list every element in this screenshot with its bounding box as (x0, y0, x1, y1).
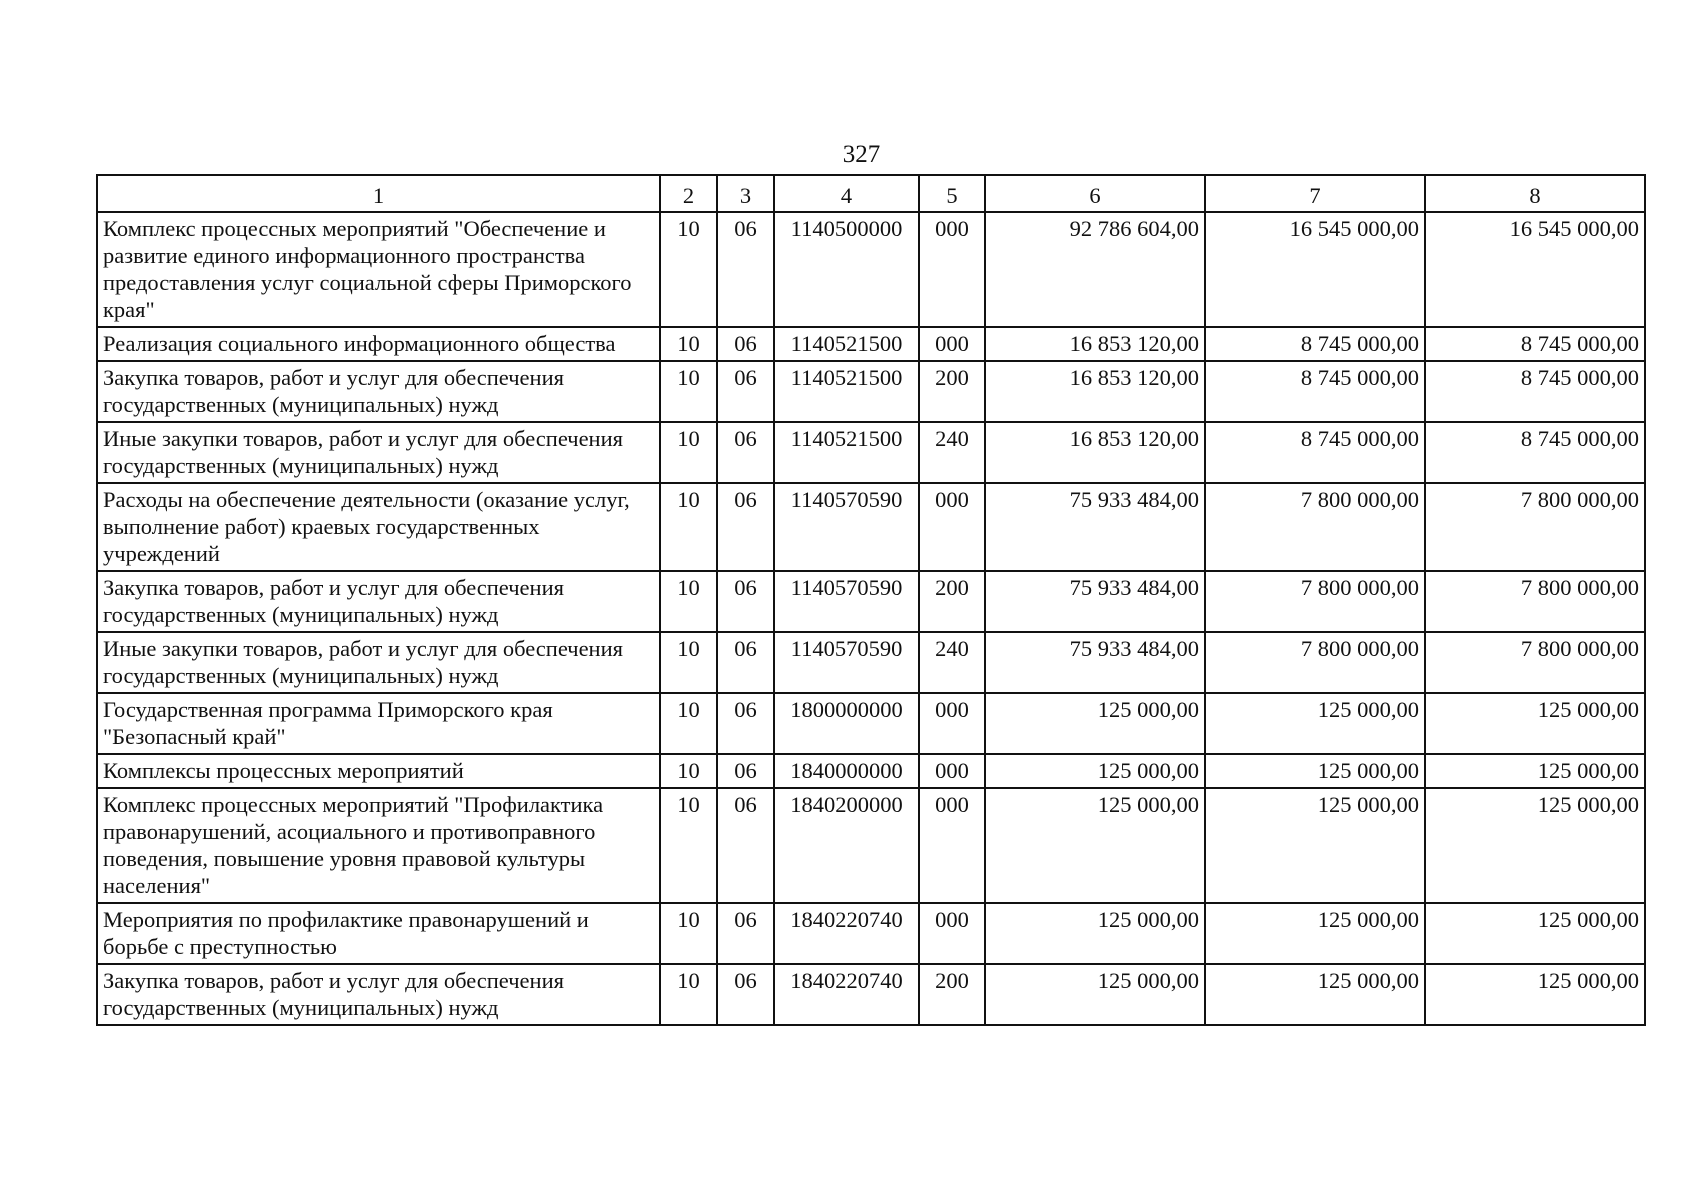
target-article-code: 1840220740 (774, 964, 919, 1025)
section-code: 10 (660, 964, 717, 1025)
subsection-code: 06 (717, 361, 774, 422)
subsection-code: 06 (717, 327, 774, 361)
column-header-2: 2 (660, 175, 717, 212)
amount-col-6: 125 000,00 (985, 754, 1205, 788)
section-code: 10 (660, 571, 717, 632)
amount-col-8: 7 800 000,00 (1425, 632, 1645, 693)
amount-col-8: 125 000,00 (1425, 788, 1645, 903)
amount-col-7: 8 745 000,00 (1205, 422, 1425, 483)
section-code: 10 (660, 483, 717, 571)
amount-col-8: 16 545 000,00 (1425, 212, 1645, 327)
expense-name: Расходы на обеспечение деятельности (оказание услуг, выполнение работ) краевых государственных учреждений (97, 483, 660, 571)
subsection-code: 06 (717, 693, 774, 754)
expense-name: Иные закупки товаров, работ и услуг для обеспечения государственных (муниципальных) нужд (97, 632, 660, 693)
amount-col-6: 16 853 120,00 (985, 327, 1205, 361)
expense-name: Закупка товаров, работ и услуг для обеспечения государственных (муниципальных) нужд (97, 571, 660, 632)
amount-col-6: 92 786 604,00 (985, 212, 1205, 327)
table-row (97, 422, 1645, 483)
amount-col-7: 8 745 000,00 (1205, 327, 1425, 361)
target-article-code: 1840000000 (774, 754, 919, 788)
expense-type-code: 240 (919, 422, 985, 483)
target-article-code: 1840220740 (774, 903, 919, 964)
table-row (97, 964, 1645, 1025)
section-code: 10 (660, 361, 717, 422)
column-header-8: 8 (1425, 175, 1645, 212)
target-article-code: 1840200000 (774, 788, 919, 903)
table-row (97, 361, 1645, 422)
subsection-code: 06 (717, 422, 774, 483)
amount-col-7: 8 745 000,00 (1205, 361, 1425, 422)
amount-col-8: 8 745 000,00 (1425, 361, 1645, 422)
target-article-code: 1140521500 (774, 327, 919, 361)
amount-col-8: 125 000,00 (1425, 693, 1645, 754)
amount-col-6: 75 933 484,00 (985, 483, 1205, 571)
expense-type-code: 000 (919, 212, 985, 327)
amount-col-8: 8 745 000,00 (1425, 327, 1645, 361)
table-row (97, 212, 1645, 327)
amount-col-6: 16 853 120,00 (985, 422, 1205, 483)
amount-col-8: 125 000,00 (1425, 964, 1645, 1025)
target-article-code: 1140500000 (774, 212, 919, 327)
target-article-code: 1140570590 (774, 632, 919, 693)
expense-type-code: 000 (919, 754, 985, 788)
amount-col-7: 7 800 000,00 (1205, 632, 1425, 693)
amount-col-8: 7 800 000,00 (1425, 483, 1645, 571)
subsection-code: 06 (717, 483, 774, 571)
expense-name: Государственная программа Приморского края "Безопасный край" (97, 693, 660, 754)
amount-col-7: 125 000,00 (1205, 788, 1425, 903)
subsection-code: 06 (717, 571, 774, 632)
amount-col-8: 125 000,00 (1425, 754, 1645, 788)
section-code: 10 (660, 422, 717, 483)
section-code: 10 (660, 327, 717, 361)
amount-col-7: 125 000,00 (1205, 693, 1425, 754)
expense-name: Иные закупки товаров, работ и услуг для обеспечения государственных (муниципальных) нужд (97, 422, 660, 483)
table-header-row (97, 175, 1645, 212)
amount-col-6: 125 000,00 (985, 788, 1205, 903)
target-article-code: 1800000000 (774, 693, 919, 754)
expense-name: Закупка товаров, работ и услуг для обеспечения государственных (муниципальных) нужд (97, 361, 660, 422)
section-code: 10 (660, 903, 717, 964)
amount-col-6: 16 853 120,00 (985, 361, 1205, 422)
expense-type-code: 000 (919, 483, 985, 571)
section-code: 10 (660, 693, 717, 754)
table-row (97, 571, 1645, 632)
column-header-1: 1 (97, 175, 660, 212)
section-code: 10 (660, 754, 717, 788)
column-header-7: 7 (1205, 175, 1425, 212)
amount-col-7: 7 800 000,00 (1205, 483, 1425, 571)
amount-col-7: 125 000,00 (1205, 964, 1425, 1025)
amount-col-6: 75 933 484,00 (985, 632, 1205, 693)
section-code: 10 (660, 632, 717, 693)
amount-col-6: 125 000,00 (985, 903, 1205, 964)
target-article-code: 1140570590 (774, 571, 919, 632)
column-header-5: 5 (919, 175, 985, 212)
section-code: 10 (660, 788, 717, 903)
amount-col-7: 125 000,00 (1205, 754, 1425, 788)
expense-type-code: 000 (919, 327, 985, 361)
budget-table (96, 174, 1646, 1026)
column-header-3: 3 (717, 175, 774, 212)
expense-type-code: 000 (919, 903, 985, 964)
table-row (97, 754, 1645, 788)
amount-col-7: 16 545 000,00 (1205, 212, 1425, 327)
target-article-code: 1140521500 (774, 422, 919, 483)
amount-col-7: 7 800 000,00 (1205, 571, 1425, 632)
subsection-code: 06 (717, 788, 774, 903)
subsection-code: 06 (717, 632, 774, 693)
subsection-code: 06 (717, 964, 774, 1025)
expense-type-code: 240 (919, 632, 985, 693)
column-header-6: 6 (985, 175, 1205, 212)
expense-name: Комплекс процессных мероприятий "Профилактика правонарушений, асоциального и противоправного поведения, повышение уровня правовой культуры населения" (97, 788, 660, 903)
page-number: 327 (842, 141, 881, 168)
target-article-code: 1140521500 (774, 361, 919, 422)
expense-type-code: 200 (919, 361, 985, 422)
subsection-code: 06 (717, 754, 774, 788)
table-row (97, 693, 1645, 754)
subsection-code: 06 (717, 903, 774, 964)
expense-type-code: 200 (919, 571, 985, 632)
expense-name: Комплексы процессных мероприятий (97, 754, 660, 788)
expense-type-code: 000 (919, 693, 985, 754)
table-row (97, 788, 1645, 903)
expense-name: Мероприятия по профилактике правонарушений и борьбе с преступностью (97, 903, 660, 964)
expense-name: Реализация социального информационного общества (97, 327, 660, 361)
amount-col-8: 125 000,00 (1425, 903, 1645, 964)
table-row (97, 903, 1645, 964)
amount-col-6: 75 933 484,00 (985, 571, 1205, 632)
amount-col-8: 7 800 000,00 (1425, 571, 1645, 632)
expense-name: Комплекс процессных мероприятий "Обеспечение и развитие единого информационного пространства предоставления услуг социальной сферы Приморского края" (97, 212, 660, 327)
expense-type-code: 200 (919, 964, 985, 1025)
expense-name: Закупка товаров, работ и услуг для обеспечения государственных (муниципальных) нужд (97, 964, 660, 1025)
section-code: 10 (660, 212, 717, 327)
amount-col-6: 125 000,00 (985, 964, 1205, 1025)
amount-col-6: 125 000,00 (985, 693, 1205, 754)
table-row (97, 483, 1645, 571)
column-header-4: 4 (774, 175, 919, 212)
table-row (97, 327, 1645, 361)
amount-col-8: 8 745 000,00 (1425, 422, 1645, 483)
target-article-code: 1140570590 (774, 483, 919, 571)
amount-col-7: 125 000,00 (1205, 903, 1425, 964)
table-row (97, 632, 1645, 693)
subsection-code: 06 (717, 212, 774, 327)
expense-type-code: 000 (919, 788, 985, 903)
